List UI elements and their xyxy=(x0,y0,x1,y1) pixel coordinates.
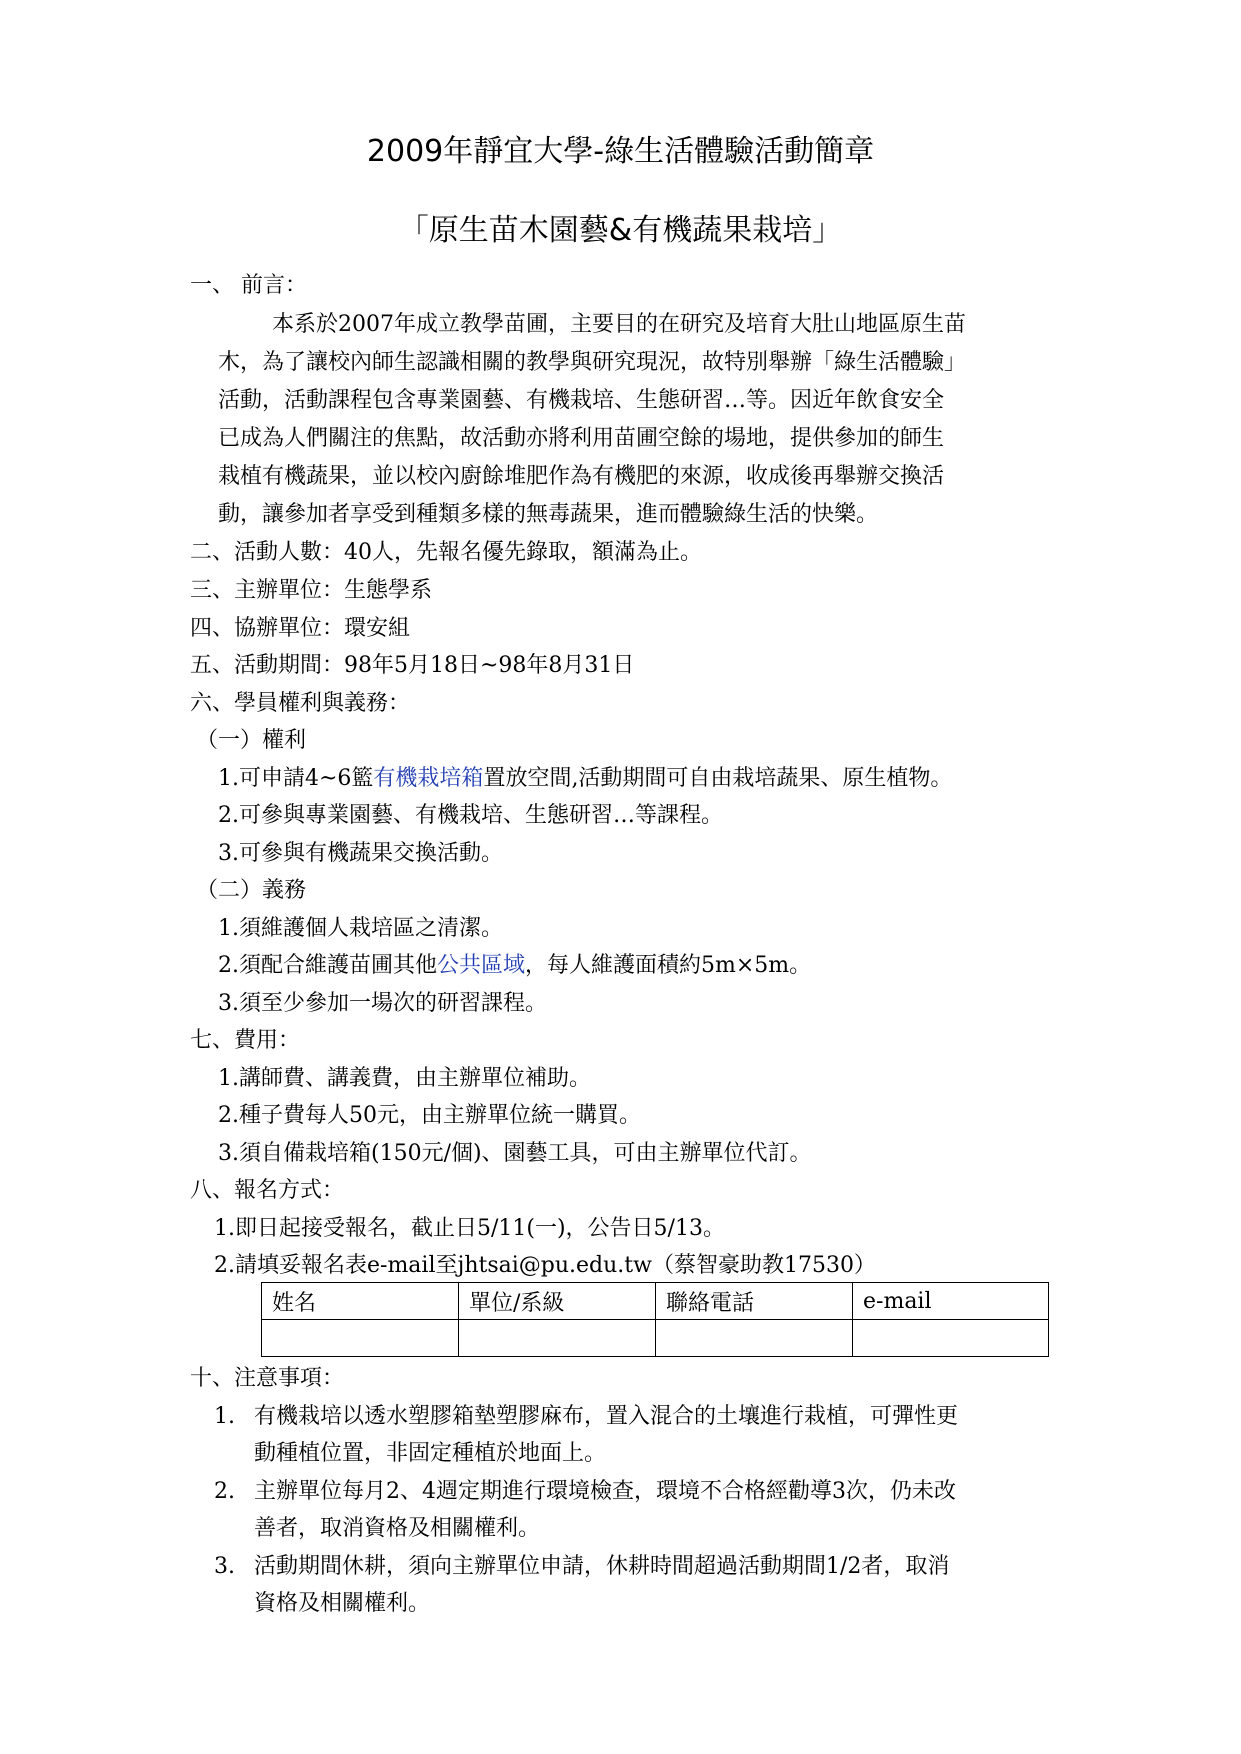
public-area-link: 公共區域 xyxy=(437,953,526,978)
table-row xyxy=(262,1320,1049,1357)
name-cell[interactable] xyxy=(262,1320,459,1357)
rights-heading: （一）權利 xyxy=(196,728,307,753)
intro-line: 木，為了讓校內師生認識相關的教學與研究現況，故特別舉辦「綠生活體驗」 xyxy=(218,350,967,375)
email-cell[interactable] xyxy=(853,1320,1049,1357)
rights-item-1-pre: 1.可申請4~6籃 xyxy=(218,766,374,791)
fee-item-2: 2.種子費每人50元，由主辦單位統一購買。 xyxy=(218,1103,641,1128)
fee-item-1: 1.講師費、講義費，由主辦單位補助。 xyxy=(218,1066,591,1091)
intro-line: 動，讓參加者享受到種類多樣的無毒蔬果，進而體驗綠生活的快樂。 xyxy=(218,502,879,527)
notice-item-3: 活動期間休耕，須向主辦單位申請，休耕時間超過活動期間1/2者，取消 xyxy=(254,1554,950,1579)
section-2: 二、活動人數：40人，先報名優先錄取，額滿為止。 xyxy=(190,540,702,565)
organic-box-link: 有機栽培箱 xyxy=(373,766,484,791)
fee-item-3: 3.須自備栽培箱(150元/個)、園藝工具，可由主辦單位代訂。 xyxy=(218,1141,812,1166)
duties-item-2-post: ，每人維護面積約5m×5m。 xyxy=(525,953,812,978)
page-title: 2009年靜宜大學-綠生活體驗活動簡章 xyxy=(366,134,875,169)
intro-line: 已成為人們關注的焦點，故活動亦將利用苗圃空餘的場地，提供參加的師生 xyxy=(218,426,945,451)
dept-cell[interactable] xyxy=(459,1320,656,1357)
table-header-row xyxy=(262,1283,1049,1320)
intro-line: 活動，活動課程包含專業園藝、有機栽培、生態研習…等。因近年飲食安全 xyxy=(218,388,945,413)
header-email: e-mail xyxy=(853,1283,1049,1320)
header-dept: 單位/系級 xyxy=(459,1283,656,1320)
intro-line: 本系於2007年成立教學苗圃，主要目的在研究及培育大肚山地區原生苗 xyxy=(272,312,966,337)
rights-item-1-post: 置放空間,活動期間可自由栽培蔬果、原生植物。 xyxy=(483,766,953,791)
intro-line: 栽植有機蔬果，並以校內廚餘堆肥作為有機肥的來源，收成後再舉辦交換活 xyxy=(218,464,945,489)
section-4: 四、協辦單位：環安組 xyxy=(190,616,411,641)
notice-item-1-cont: 動種植位置，非固定種植於地面上。 xyxy=(254,1441,607,1466)
notice-item-3-cont: 資格及相關權利。 xyxy=(254,1591,431,1616)
section-5: 五、活動期間：98年5月18日~98年8月31日 xyxy=(190,653,635,678)
phone-cell[interactable] xyxy=(656,1320,853,1357)
page-subtitle: 「原生苗木園藝&有機蔬果栽培」 xyxy=(398,213,843,248)
notice-item-1: 有機栽培以透水塑膠箱墊塑膠麻布，置入混合的土壤進行栽植，可彈性更 xyxy=(254,1404,959,1429)
section-7-heading: 七、費用： xyxy=(190,1028,301,1053)
notice-num-3: 3. xyxy=(214,1554,235,1579)
rights-item-3: 3.可參與有機蔬果交換活動。 xyxy=(218,841,503,866)
signup-item-2: 2.請填妥報名表e-mail至jhtsai@pu.edu.tw（蔡智豪助教17530） xyxy=(214,1253,876,1278)
duties-item-3: 3.須至少參加一場次的研習課程。 xyxy=(218,991,547,1016)
notice-item-2-cont: 善者，取消資格及相關權利。 xyxy=(254,1516,541,1541)
duties-item-2 xyxy=(218,952,811,980)
duties-item-2-pre: 2.須配合維護苗圃其他 xyxy=(218,953,437,978)
section-8-heading: 八、報名方式： xyxy=(190,1178,345,1203)
notice-item-2: 主辦單位每月2、4週定期進行環境檢查，環境不合格經勸導3次，仍未改 xyxy=(254,1479,956,1504)
notice-num-1: 1. xyxy=(214,1404,235,1429)
section-6-heading: 六、學員權利與義務： xyxy=(190,691,411,716)
header-phone: 聯絡電話 xyxy=(656,1283,853,1320)
registration-table xyxy=(261,1282,1049,1357)
section-1-heading: 一、 前言： xyxy=(190,273,307,298)
duties-heading: （二）義務 xyxy=(196,878,307,903)
notice-num-2: 2. xyxy=(214,1479,235,1504)
duties-item-1: 1.須維護個人栽培區之清潔。 xyxy=(218,916,503,941)
rights-item-1 xyxy=(218,765,952,793)
section-3: 三、主辦單位：生態學系 xyxy=(190,578,433,603)
rights-item-2: 2.可參與專業園藝、有機栽培、生態研習…等課程。 xyxy=(218,803,723,828)
signup-item-1: 1.即日起接受報名，截止日5/11(一)，公告日5/13。 xyxy=(214,1216,725,1241)
section-10-heading: 十、注意事項： xyxy=(190,1366,345,1391)
header-name: 姓名 xyxy=(262,1283,459,1320)
